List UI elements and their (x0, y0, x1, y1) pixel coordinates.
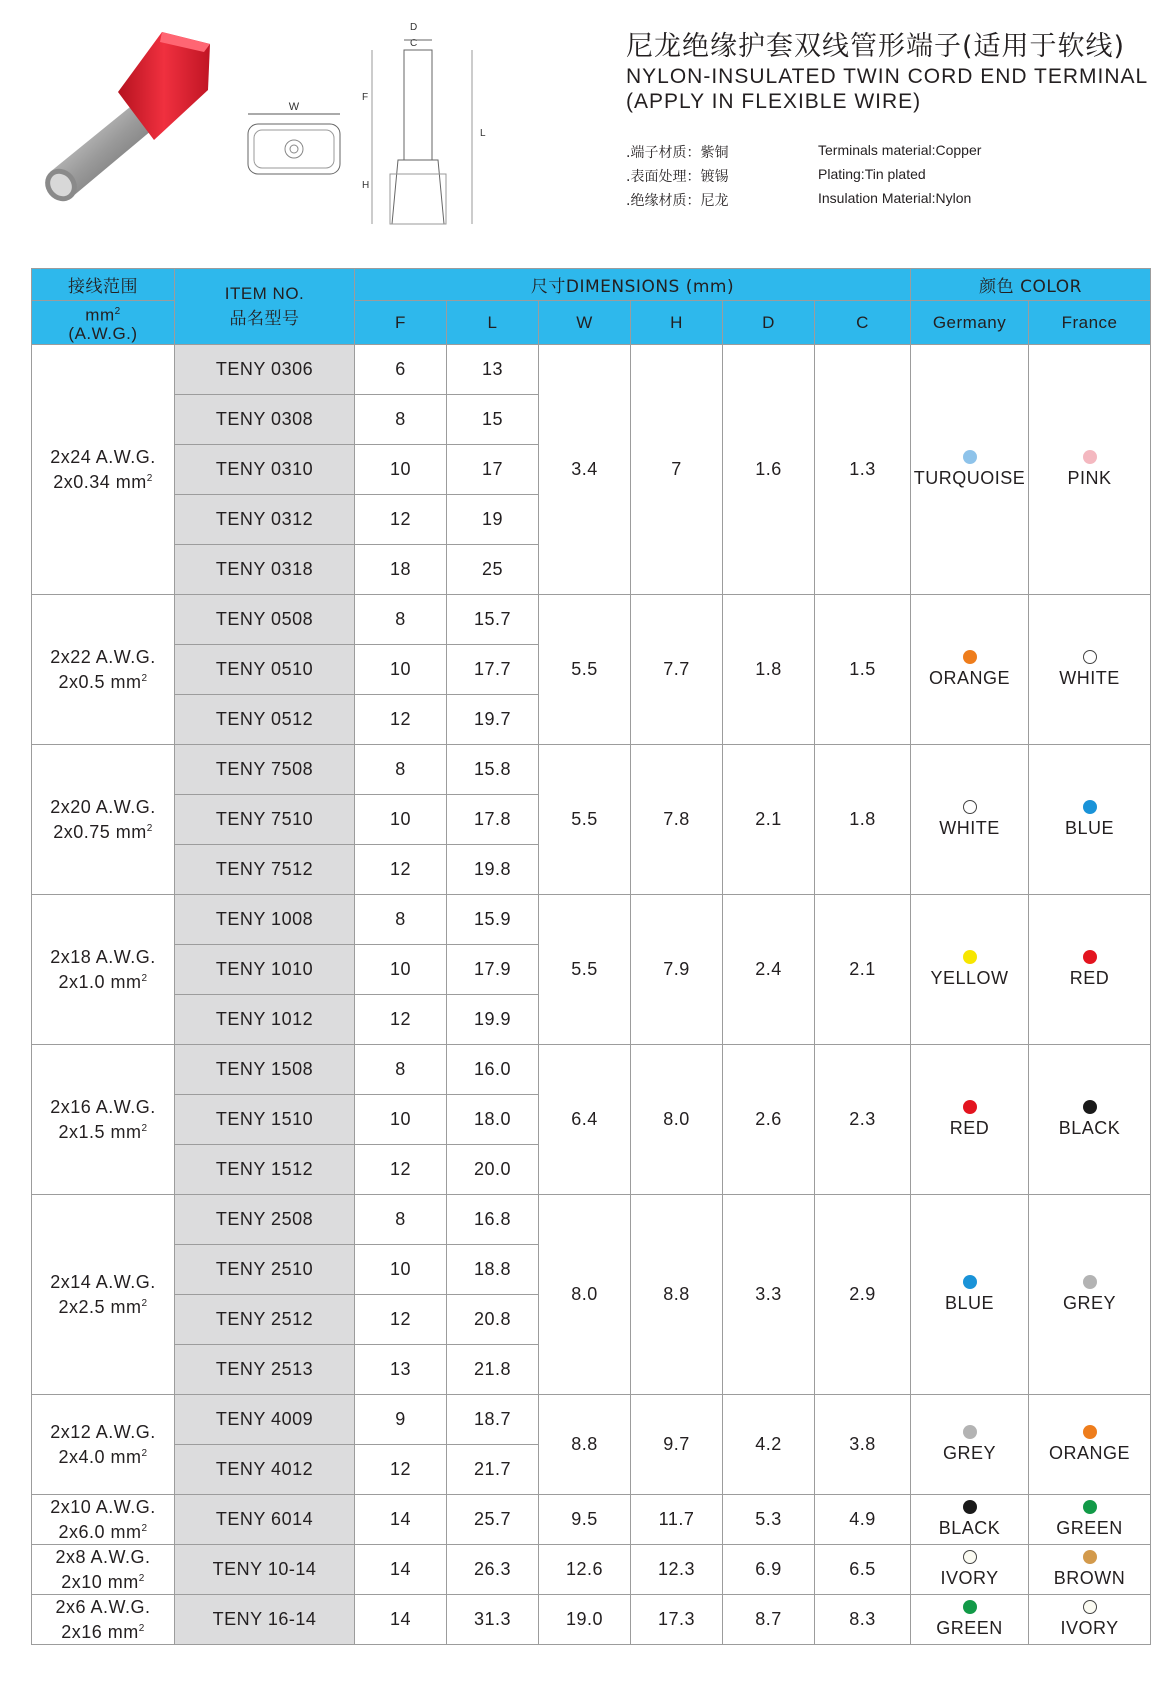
header-range-cn: 接线范围 (32, 269, 175, 301)
wire-range-mm: 2x0.75 mm (53, 821, 147, 842)
wire-range-awg: 2x20 A.W.G. (50, 796, 156, 817)
wire-range-awg: 2x16 A.W.G. (50, 1096, 156, 1117)
dim-h: 9.7 (631, 1395, 723, 1495)
color-swatch-icon (1083, 1550, 1097, 1564)
side-view-drawing (360, 18, 490, 232)
dim-f: 12 (355, 495, 447, 545)
color-france-name: PINK (1067, 468, 1112, 488)
wire-range-awg: 2x10 A.W.G. (50, 1496, 156, 1517)
wire-range-awg: 2x6 A.W.G. (55, 1596, 151, 1617)
color-germany-cell (911, 1045, 1029, 1195)
dim-c: 4.9 (815, 1495, 911, 1545)
dim-f: 10 (355, 645, 447, 695)
wire-range-mm: 2x6.0 mm (58, 1521, 142, 1542)
header-range-unit: mm (85, 305, 115, 325)
item-number: TENY 7508 (175, 745, 355, 795)
drawing-label-h: H (362, 180, 370, 191)
color-swatch-icon (963, 450, 977, 464)
table-row (32, 1195, 1151, 1245)
header-col-d: D (723, 301, 815, 345)
dim-l: 13 (447, 345, 539, 395)
drawing-label-c: C (410, 38, 418, 49)
header-item-cn: 品名型号 (229, 309, 300, 329)
spec-table-wrapper (31, 268, 1150, 1662)
item-number: TENY 0512 (175, 695, 355, 745)
color-france-cell (1029, 345, 1151, 595)
header-col-c: C (815, 301, 911, 345)
dim-f: 10 (355, 945, 447, 995)
dim-l: 16.0 (447, 1045, 539, 1095)
item-number: TENY 0508 (175, 595, 355, 645)
dim-c: 3.8 (815, 1395, 911, 1495)
wire-range-awg: 2x14 A.W.G. (50, 1271, 156, 1292)
color-swatch-icon (963, 650, 977, 664)
spec-en: Insulation Material:Nylon (818, 190, 972, 206)
dim-w: 19.0 (539, 1595, 631, 1645)
color-france-cell (1029, 1395, 1151, 1495)
wire-range-mm: 2x1.0 mm (58, 971, 142, 992)
wire-range-cell: 2x24 A.W.G. 2x0.34 $mm^2$ (32, 345, 175, 595)
top-view-drawing (240, 100, 350, 190)
wire-range-cell: 2x16 A.W.G. 2x1.5 $mm^2$ (32, 1045, 175, 1195)
item-number: TENY 16-14 (175, 1595, 355, 1645)
dim-l: 15 (447, 395, 539, 445)
color-germany-name: BLUE (945, 1293, 995, 1313)
color-germany-cell (911, 1545, 1029, 1595)
color-swatch-icon (1083, 1425, 1097, 1439)
dim-d: 5.3 (723, 1495, 815, 1545)
dim-f: 10 (355, 795, 447, 845)
dim-h: 17.3 (631, 1595, 723, 1645)
dim-d: 4.2 (723, 1395, 815, 1495)
dim-l: 26.3 (447, 1545, 539, 1595)
color-swatch-icon (963, 950, 977, 964)
spec-row (626, 190, 1146, 214)
drawing-label-f: F (362, 92, 369, 103)
color-france-cell (1029, 895, 1151, 1045)
spec-row (626, 142, 1146, 166)
color-france-name: ORANGE (1049, 1443, 1131, 1463)
header-col-h: H (631, 301, 723, 345)
color-germany-cell (911, 345, 1029, 595)
dim-l: 17.7 (447, 645, 539, 695)
color-france-name: IVORY (1060, 1618, 1119, 1638)
dim-f: 12 (355, 845, 447, 895)
dim-l: 18.0 (447, 1095, 539, 1145)
dim-d: 3.3 (723, 1195, 815, 1395)
color-france-name: GREY (1063, 1293, 1117, 1313)
title-english-line-2: (APPLY IN FLEXIBLE WIRE) (626, 90, 922, 113)
wire-range-cell: 2x10 A.W.G. 2x6.0 $mm^2$ (32, 1495, 175, 1545)
color-france-cell (1029, 595, 1151, 745)
wire-range-mm: 2x4.0 mm (58, 1446, 142, 1467)
dim-w: 3.4 (539, 345, 631, 595)
item-number: TENY 7512 (175, 845, 355, 895)
color-france-name: RED (1069, 968, 1110, 988)
color-swatch-icon (1083, 1100, 1097, 1114)
color-france-name: GREEN (1056, 1518, 1123, 1538)
color-germany-name: WHITE (939, 818, 1000, 838)
color-germany-cell (911, 1495, 1029, 1545)
color-france-cell (1029, 1195, 1151, 1395)
table-row (32, 1545, 1151, 1595)
dim-w: 8.8 (539, 1395, 631, 1495)
table-row (32, 1045, 1151, 1095)
dim-f: 12 (355, 1145, 447, 1195)
dim-f: 8 (355, 395, 447, 445)
dim-l: 20.8 (447, 1295, 539, 1345)
header-dimensions: 尺寸DIMENSIONS (mm) (355, 269, 911, 301)
spec-cn: .端子材质：紫铜 (626, 145, 729, 161)
wire-range-cell: 2x20 A.W.G. 2x0.75 $mm^2$ (32, 745, 175, 895)
color-swatch-icon (1083, 450, 1097, 464)
dim-l: 19 (447, 495, 539, 545)
dim-f: 9 (355, 1395, 447, 1445)
color-swatch-icon (963, 1550, 977, 1564)
wire-range-cell: 2x18 A.W.G. 2x1.0 $mm^2$ (32, 895, 175, 1045)
item-number: TENY 1008 (175, 895, 355, 945)
dim-c: 1.8 (815, 745, 911, 895)
spec-cn: .绝缘材质：尼龙 (626, 193, 729, 209)
dim-f: 12 (355, 995, 447, 1045)
dim-c: 2.3 (815, 1045, 911, 1195)
dim-h: 7.7 (631, 595, 723, 745)
dim-c: 2.1 (815, 895, 911, 1045)
dim-f: 13 (355, 1345, 447, 1395)
dim-f: 8 (355, 595, 447, 645)
spec-en: Terminals material:Copper (818, 142, 982, 158)
wire-range-mm: 2x1.5 mm (58, 1121, 142, 1142)
item-number: TENY 1010 (175, 945, 355, 995)
wire-range-mm: 2x2.5 mm (58, 1296, 142, 1317)
dim-f: 12 (355, 1445, 447, 1495)
color-france-name: BLACK (1058, 1118, 1121, 1138)
spec-table-body (32, 345, 1151, 1645)
color-germany-name: TURQUOISE (913, 468, 1026, 488)
color-swatch-icon (963, 1425, 977, 1439)
color-germany-cell (911, 1595, 1029, 1645)
dim-w: 12.6 (539, 1545, 631, 1595)
title-english-line-1: NYLON-INSULATED TWIN CORD END TERMINAL (626, 65, 1149, 88)
dim-c: 6.5 (815, 1545, 911, 1595)
dim-w: 9.5 (539, 1495, 631, 1545)
color-germany-cell (911, 595, 1029, 745)
material-specs (626, 142, 1146, 214)
header-item-no (175, 269, 355, 345)
spec-row (626, 166, 1146, 190)
dim-l: 17.8 (447, 795, 539, 845)
wire-range-mm: 2x0.34 mm (53, 471, 147, 492)
wire-range-cell: 2x8 A.W.G. 2x10 $mm^2$ (32, 1545, 175, 1595)
dim-f: 8 (355, 895, 447, 945)
item-number: TENY 0318 (175, 545, 355, 595)
color-swatch-icon (963, 1100, 977, 1114)
dim-f: 10 (355, 445, 447, 495)
header-germany: Germany (911, 301, 1029, 345)
wire-range-cell: 2x6 A.W.G. 2x16 $mm^2$ (32, 1595, 175, 1645)
color-france-cell (1029, 1595, 1151, 1645)
color-germany-cell (911, 895, 1029, 1045)
wire-range-awg: 2x8 A.W.G. (55, 1546, 151, 1567)
color-germany-cell (911, 1395, 1029, 1495)
dim-w: 5.5 (539, 895, 631, 1045)
dim-l: 15.7 (447, 595, 539, 645)
spec-en: Plating:Tin plated (818, 166, 926, 182)
dim-f: 8 (355, 1195, 447, 1245)
dim-w: 5.5 (539, 745, 631, 895)
color-france-cell (1029, 745, 1151, 895)
color-swatch-icon (1083, 950, 1097, 964)
dim-f: 8 (355, 1045, 447, 1095)
dim-d: 1.8 (723, 595, 815, 745)
dim-l: 15.8 (447, 745, 539, 795)
item-number: TENY 1012 (175, 995, 355, 1045)
color-germany-name: YELLOW (930, 968, 1009, 988)
dim-d: 2.4 (723, 895, 815, 1045)
item-number: TENY 0306 (175, 345, 355, 395)
dim-l: 15.9 (447, 895, 539, 945)
header-item-en: ITEM NO. (224, 284, 305, 303)
dim-h: 12.3 (631, 1545, 723, 1595)
wire-range-mm: 2x16 mm (61, 1621, 139, 1642)
dim-l: 21.8 (447, 1345, 539, 1395)
wire-range-mm: 2x10 mm (61, 1571, 139, 1592)
dim-f: 8 (355, 745, 447, 795)
dim-f: 12 (355, 695, 447, 745)
wire-range-awg: 2x22 A.W.G. (50, 646, 156, 667)
dim-c: 1.5 (815, 595, 911, 745)
item-number: TENY 2508 (175, 1195, 355, 1245)
dim-h: 7.8 (631, 745, 723, 895)
dim-d: 6.9 (723, 1545, 815, 1595)
item-number: TENY 7510 (175, 795, 355, 845)
table-row (32, 1395, 1151, 1445)
table-row (32, 895, 1151, 945)
dim-f: 6 (355, 345, 447, 395)
color-france-cell (1029, 1545, 1151, 1595)
item-number: TENY 1510 (175, 1095, 355, 1145)
dim-l: 17 (447, 445, 539, 495)
dim-w: 6.4 (539, 1045, 631, 1195)
color-germany-name: ORANGE (929, 668, 1011, 688)
dim-w: 8.0 (539, 1195, 631, 1395)
dim-l: 25 (447, 545, 539, 595)
dim-h: 8.8 (631, 1195, 723, 1395)
color-swatch-icon (1083, 1600, 1097, 1614)
table-row (32, 1595, 1151, 1645)
wire-range-mm: 2x0.5 mm (58, 671, 142, 692)
dim-f: 12 (355, 1295, 447, 1345)
dim-f: 10 (355, 1095, 447, 1145)
dim-c: 1.3 (815, 345, 911, 595)
color-swatch-icon (1083, 800, 1097, 814)
wire-range-cell: 2x14 A.W.G. 2x2.5 $mm^2$ (32, 1195, 175, 1395)
dim-l: 19.7 (447, 695, 539, 745)
wire-range-cell: 2x22 A.W.G. 2x0.5 $mm^2$ (32, 595, 175, 745)
dim-c: 8.3 (815, 1595, 911, 1645)
table-row (32, 595, 1151, 645)
color-france-name: WHITE (1059, 668, 1120, 688)
dim-l: 19.9 (447, 995, 539, 1045)
header-col-w: W (539, 301, 631, 345)
item-number: TENY 1512 (175, 1145, 355, 1195)
color-france-cell (1029, 1495, 1151, 1545)
dim-l: 18.8 (447, 1245, 539, 1295)
color-germany-name: IVORY (940, 1568, 999, 1588)
dim-l: 19.8 (447, 845, 539, 895)
header-col-f: F (355, 301, 447, 345)
header-range-units: $mm^2$ (A.W.G.) (32, 301, 175, 345)
wire-range-awg: 2x18 A.W.G. (50, 946, 156, 967)
color-swatch-icon (963, 800, 977, 814)
dim-f: 14 (355, 1495, 447, 1545)
color-france-cell (1029, 1045, 1151, 1195)
dim-f: 14 (355, 1545, 447, 1595)
dim-f: 14 (355, 1595, 447, 1645)
item-number: TENY 0510 (175, 645, 355, 695)
dim-c: 2.9 (815, 1195, 911, 1395)
item-number: TENY 0312 (175, 495, 355, 545)
item-number: TENY 2512 (175, 1295, 355, 1345)
dim-l: 31.3 (447, 1595, 539, 1645)
item-number: TENY 0310 (175, 445, 355, 495)
table-row (32, 745, 1151, 795)
item-number: TENY 4009 (175, 1395, 355, 1445)
dim-h: 7 (631, 345, 723, 595)
wire-range-cell: 2x12 A.W.G. 2x4.0 $mm^2$ (32, 1395, 175, 1495)
header-col-l: L (447, 301, 539, 345)
table-row (32, 1495, 1151, 1545)
dim-d: 8.7 (723, 1595, 815, 1645)
color-germany-name: RED (949, 1118, 990, 1138)
dim-f: 18 (355, 545, 447, 595)
dim-l: 20.0 (447, 1145, 539, 1195)
item-number: TENY 10-14 (175, 1545, 355, 1595)
item-number: TENY 1508 (175, 1045, 355, 1095)
color-germany-cell (911, 1195, 1029, 1395)
dim-d: 2.1 (723, 745, 815, 895)
color-germany-cell (911, 745, 1029, 895)
title-block (626, 30, 1166, 114)
item-number: TENY 0308 (175, 395, 355, 445)
spec-cn: .表面处理：镀锡 (626, 169, 729, 185)
item-number: TENY 4012 (175, 1445, 355, 1495)
product-photo (30, 22, 230, 227)
table-row (32, 345, 1151, 395)
drawing-label-d: D (410, 22, 418, 33)
dim-l: 18.7 (447, 1395, 539, 1445)
color-france-name: BROWN (1053, 1568, 1126, 1588)
color-swatch-icon (1083, 1275, 1097, 1289)
item-number: TENY 2513 (175, 1345, 355, 1395)
color-swatch-icon (963, 1600, 977, 1614)
color-swatch-icon (963, 1500, 977, 1514)
dim-f: 10 (355, 1245, 447, 1295)
wire-range-awg: 2x24 A.W.G. (50, 446, 156, 467)
dim-l: 25.7 (447, 1495, 539, 1545)
header-color: 颜色 COLOR (911, 269, 1151, 301)
dim-h: 8.0 (631, 1045, 723, 1195)
dim-h: 11.7 (631, 1495, 723, 1545)
color-germany-name: GREEN (936, 1618, 1003, 1638)
dim-l: 17.9 (447, 945, 539, 995)
spec-table (31, 268, 1151, 1645)
color-swatch-icon (1083, 650, 1097, 664)
dim-w: 5.5 (539, 595, 631, 745)
item-number: TENY 6014 (175, 1495, 355, 1545)
dim-h: 7.9 (631, 895, 723, 1045)
dim-d: 2.6 (723, 1045, 815, 1195)
color-germany-name: GREY (943, 1443, 997, 1463)
item-number: TENY 2510 (175, 1245, 355, 1295)
color-swatch-icon (1083, 1500, 1097, 1514)
wire-range-awg: 2x12 A.W.G. (50, 1421, 156, 1442)
color-germany-name: BLACK (938, 1518, 1001, 1538)
header-france: France (1029, 301, 1151, 345)
color-france-name: BLUE (1065, 818, 1115, 838)
header-range-awg: (A.W.G.) (68, 324, 138, 344)
dim-l: 16.8 (447, 1195, 539, 1245)
dim-l: 21.7 (447, 1445, 539, 1495)
drawing-label-w: W (288, 101, 300, 113)
color-swatch-icon (963, 1275, 977, 1289)
title-chinese: 尼龙绝缘护套双线管形端子(适用于软线) (626, 31, 1126, 62)
drawing-label-l: L (480, 128, 486, 139)
dim-d: 1.6 (723, 345, 815, 595)
